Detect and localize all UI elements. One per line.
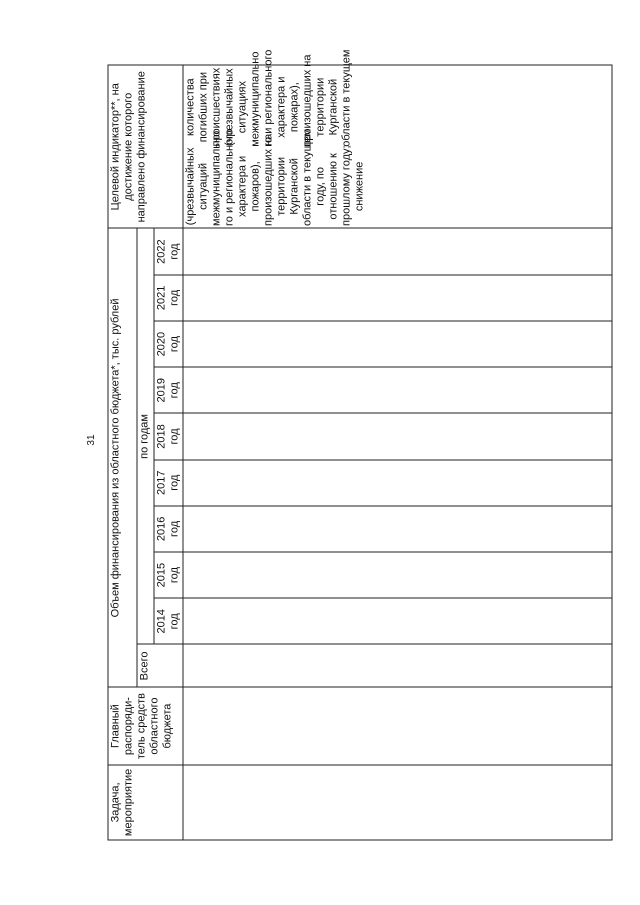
indicator-line: ситуаций	[197, 162, 210, 210]
indicator-line: снижение	[353, 161, 366, 212]
indicator-line: области в текущем	[340, 49, 353, 147]
indicator-line: межмуниципально	[249, 51, 262, 147]
indicator-line: Курганской	[288, 158, 301, 215]
indicator-line: го и регионального	[262, 49, 275, 147]
cell-year	[183, 413, 612, 459]
indicator-line: году, по	[314, 167, 327, 206]
cell-year	[183, 275, 612, 321]
indicator-line: го и регионального	[223, 128, 236, 226]
budget-table-container	[108, 49, 613, 841]
indicator-column-right	[184, 49, 367, 147]
header-year: 2014 год	[154, 598, 183, 644]
indicator-line: произошедших на	[301, 54, 314, 147]
cell-year	[183, 228, 612, 274]
header-year: 2016 год	[154, 506, 183, 552]
cell-year	[183, 598, 612, 644]
header-year: 2018 год	[154, 413, 183, 459]
cell-task	[183, 765, 612, 840]
cell-year	[183, 460, 612, 506]
indicator-line: территории	[314, 77, 327, 137]
indicator-line: (чрезвычайных	[223, 68, 236, 146]
indicator-line: ситуациях	[236, 81, 249, 134]
header-task: Задача, мероприятие	[108, 765, 183, 840]
header-year: 2015 год	[154, 552, 183, 598]
header-year: 2022 год	[154, 228, 183, 274]
indicator-column-left	[184, 128, 367, 226]
header-year: 2017 год	[154, 460, 183, 506]
header-funding: Объем финансирования из областного бюджета*, тыс. рублей	[108, 228, 137, 687]
cell-year	[183, 552, 612, 598]
cell-admin	[183, 687, 612, 764]
indicator-line: Курганской	[327, 78, 340, 136]
indicator-line: пожарах),	[288, 82, 301, 133]
header-year: 2021 год	[154, 275, 183, 321]
budget-table	[108, 49, 613, 841]
page-number: 31	[86, 434, 97, 446]
cell-year	[183, 506, 612, 552]
header-row-1	[108, 65, 137, 840]
cell-year	[183, 321, 612, 367]
table-row	[183, 65, 612, 840]
cell-target-indicator	[183, 49, 612, 228]
header-total: Всего	[137, 644, 183, 687]
cell-total	[183, 644, 612, 687]
header-admin: Главный распоряди-тель средств областного бюджета	[108, 687, 183, 764]
header-by-years: по годам	[137, 228, 154, 644]
indicator-line: характера и	[236, 155, 249, 217]
header-year: 2020 год	[154, 321, 183, 367]
indicator-line: области в текущем	[301, 128, 314, 226]
indicator-line: пожаров),	[249, 161, 262, 212]
header-target: Целевой индикатор**, на достижение которого направлено финансирование	[108, 65, 183, 228]
indicator-line: прошлому году;	[340, 145, 353, 226]
header-year: 2019 год	[154, 367, 183, 413]
indicator-line: характера и	[275, 76, 288, 138]
indicator-line: количества	[184, 78, 197, 136]
indicator-line: отношению к	[327, 153, 340, 220]
indicator-line: межмуниципально	[210, 130, 223, 226]
indicator-line: происшествиях	[210, 67, 223, 147]
indicator-line: (чрезвычайных	[184, 147, 197, 226]
cell-year	[183, 367, 612, 413]
indicator-line: территории	[275, 156, 288, 216]
indicator-line: произошедших на	[262, 133, 275, 226]
indicator-line: погибших при	[197, 72, 210, 143]
